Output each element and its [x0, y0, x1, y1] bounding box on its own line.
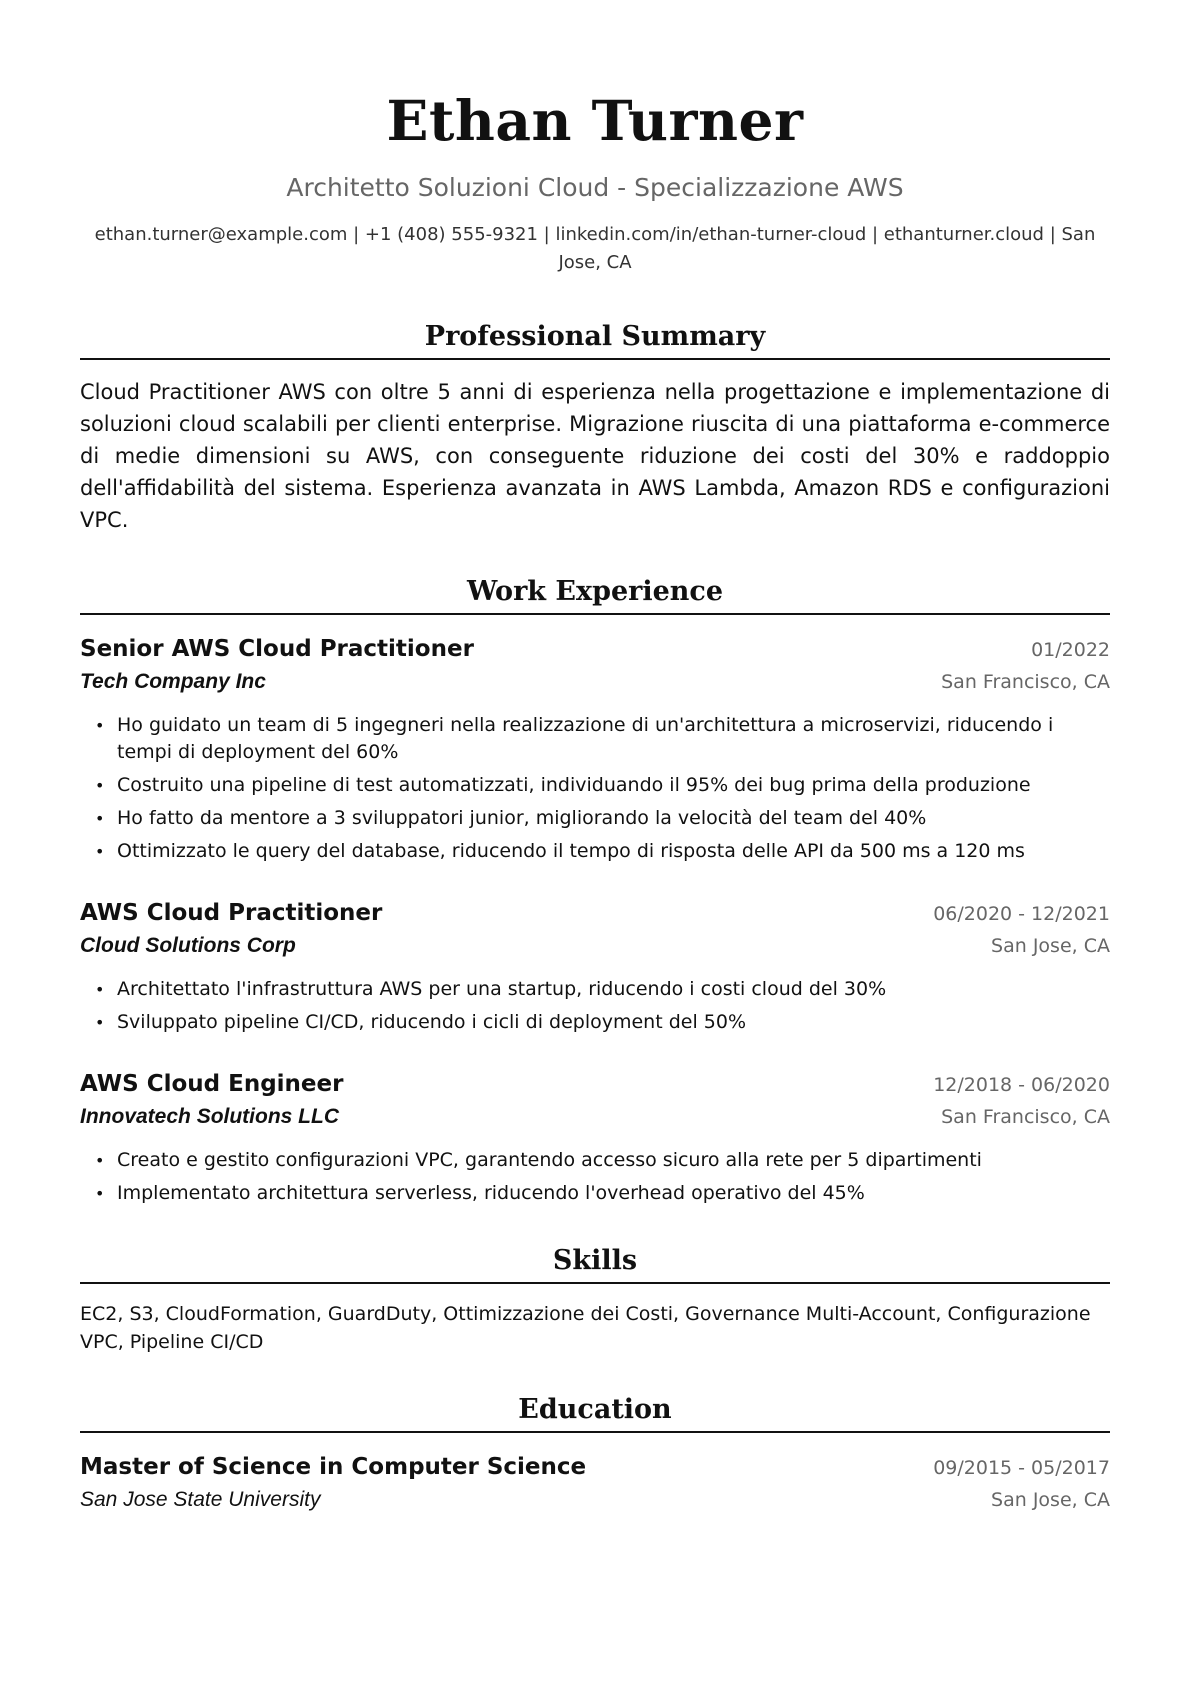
job-location: San Francisco, CA — [941, 671, 1110, 693]
company-name: Innovatech Solutions LLC — [80, 1105, 340, 1128]
job-title: AWS Cloud Engineer — [80, 1071, 344, 1097]
contact-line: ethan.turner@example.com | +1 (408) 555-9321 | linkedin.com/in/ethan-turner-cloud | ethanturner.cloud | San Jose, CA — [94, 224, 1096, 273]
bullet-item: • Architettato l'infrastruttura AWS per una startup, riducendo i costi cloud del 30% — [117, 976, 1110, 1003]
job-location: San Jose, CA — [991, 935, 1110, 957]
job-entry — [80, 1068, 1110, 1207]
job-title: Senior AWS Cloud Practitioner — [80, 636, 474, 662]
bullet-item: • Costruito una pipeline di test automatizzati, individuando il 95% dei bug prima della produzione — [117, 772, 1110, 799]
education-entry — [80, 1451, 1110, 1516]
work-experience-heading: Work Experience — [80, 576, 1110, 615]
job-date: 06/2020 - 12/2021 — [933, 903, 1110, 925]
job-bullets — [80, 1147, 1110, 1207]
school-name: San Jose State University — [80, 1488, 321, 1511]
job-entry — [80, 897, 1110, 1036]
candidate-name: Ethan Turner — [386, 88, 804, 153]
bullet-item: • Creato e gestito configurazioni VPC, garantendo accesso sicuro alla rete per 5 dipartimenti — [117, 1147, 1110, 1174]
job-date: 12/2018 - 06/2020 — [933, 1074, 1110, 1096]
summary-text: Cloud Practitioner AWS con oltre 5 anni di esperienza nella progettazione e implementazione di soluzioni cloud scalabili per clienti enterprise. Migrazione riuscita di una piattaforma e-commerce di medie dimensioni su AWS, con conseguente riduzione dei costi del 30% e raddoppio dell'affidabilità del sistema. Esperienza avanzata in AWS Lambda, Amazon RDS e configurazioni VPC. — [80, 380, 1110, 532]
bullet-item: • Sviluppato pipeline CI/CD, riducendo i cicli di deployment del 50% — [117, 1009, 1110, 1036]
candidate-title: Architetto Soluzioni Cloud - Specializzazione AWS — [286, 173, 904, 202]
company-name: Cloud Solutions Corp — [80, 934, 296, 957]
job-entry — [80, 633, 1110, 865]
degree-title: Master of Science in Computer Science — [80, 1454, 587, 1480]
job-location: San Francisco, CA — [941, 1106, 1110, 1128]
education-location: San Jose, CA — [991, 1489, 1110, 1511]
skills-text: EC2, S3, CloudFormation, GuardDuty, Ottimizzazione dei Costi, Governance Multi-Account, Configurazione VPC, Pipeline CI/CD — [80, 1303, 1091, 1353]
bullet-item: • Ho fatto da mentore a 3 sviluppatori junior, migliorando la velocità del team del 40% — [117, 805, 1110, 832]
job-title: AWS Cloud Practitioner — [80, 900, 383, 926]
summary-heading: Professional Summary — [80, 321, 1110, 360]
skills-heading: Skills — [80, 1245, 1110, 1284]
bullet-item: • Implementato architettura serverless, riducendo l'overhead operativo del 45% — [117, 1180, 1110, 1207]
company-name: Tech Company Inc — [80, 670, 266, 693]
bullet-item: • Ottimizzato le query del database, riducendo il tempo di risposta delle API da 500 ms a 120 ms — [117, 838, 1110, 865]
bullet-item: • Ho guidato un team di 5 ingegneri nella realizzazione di un'architettura a microservizi, riducendo i tempi di deployment del 60% — [117, 712, 1110, 766]
job-date: 01/2022 — [1031, 639, 1110, 661]
education-date: 09/2015 - 05/2017 — [933, 1457, 1110, 1479]
education-heading: Education — [80, 1394, 1110, 1433]
job-bullets — [80, 712, 1110, 865]
job-bullets — [80, 976, 1110, 1036]
